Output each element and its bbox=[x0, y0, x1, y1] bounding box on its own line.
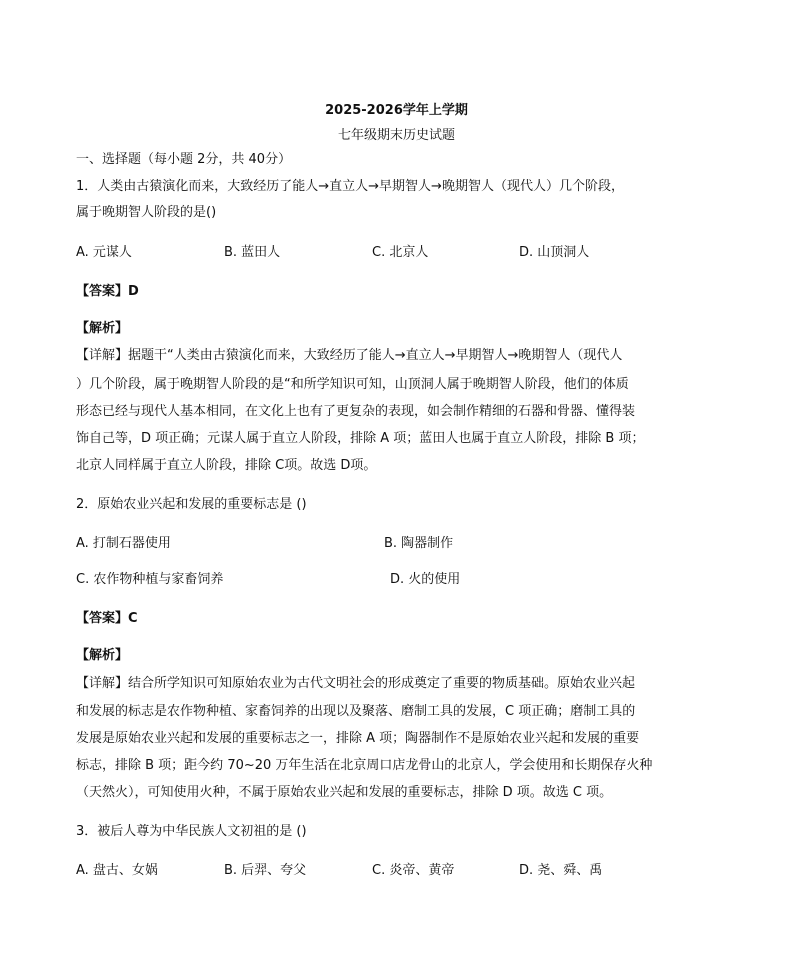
detail-line: 北京人同样属于直立人阶段，排除 C项。故选 D项。 bbox=[76, 458, 377, 473]
document-title-year: 2025-2026学年上学期 bbox=[325, 103, 468, 118]
detail-line: ）几个阶段，属于晚期智人阶段的是“和所学知识可知，山顶洞人属于晚期智人阶段，他们的体质 bbox=[76, 377, 629, 392]
question-stem-line: 2．原始农业兴起和发展的重要标志是 () bbox=[76, 497, 307, 512]
detail-line: 【详解】结合所学知识可知原始农业为古代文明社会的形成奠定了重要的物质基础。原始农业兴起 bbox=[76, 676, 636, 691]
document-title-exam: 七年级期末历史试题 bbox=[337, 128, 455, 143]
option-c: C. 北京人 bbox=[372, 245, 429, 260]
option-d: D. 火的使用 bbox=[390, 572, 461, 587]
question-stem-line: 1．人类由古猿演化而来，大致经历了能人→直立人→早期智人→晚期智人（现代人）几个阶段， bbox=[76, 179, 624, 194]
detail-line: 发展是原始农业兴起和发展的重要标志之一，排除 A 项；陶器制作不是原始农业兴起和发展的重要 bbox=[76, 731, 640, 746]
option-c: C. 炎帝、黄帝 bbox=[372, 863, 455, 878]
option-b: B. 后羿、夸父 bbox=[224, 863, 307, 878]
answer-label: 【答案】D bbox=[76, 284, 139, 299]
analysis-label: 【解析】 bbox=[76, 321, 129, 336]
question-stem-line: 3．被后人尊为中华民族人文初祖的是 () bbox=[76, 824, 307, 839]
detail-line: 饰自己等，D 项正确；元谋人属于直立人阶段，排除 A 项；蓝田人也属于直立人阶段，排除 B 项； bbox=[76, 431, 645, 446]
option-a: A. 元谋人 bbox=[76, 245, 132, 260]
option-d: D. 山顶洞人 bbox=[519, 245, 590, 260]
analysis-label: 【解析】 bbox=[76, 648, 129, 663]
option-a: A. 盘古、女娲 bbox=[76, 863, 158, 878]
detail-line: （天然火），可知使用火种，不属于原始农业兴起和发展的重要标志，排除 D 项。故选 C 项。 bbox=[76, 785, 613, 800]
option-b: B. 蓝田人 bbox=[224, 245, 281, 260]
detail-line: 形态已经与现代人基本相同，在文化上也有了更复杂的表现，如会制作精细的石器和骨器、懂得装 bbox=[76, 404, 636, 419]
detail-line: 【详解】据题干“人类由古猿演化而来，大致经历了能人→直立人→早期智人→晚期智人（现代人 bbox=[76, 348, 623, 363]
option-d: D. 尧、舜、禹 bbox=[519, 863, 603, 878]
option-a: A. 打制石器使用 bbox=[76, 536, 171, 551]
section-heading: 一、选择题（每小题 2分，共 40分） bbox=[76, 152, 292, 167]
question-stem-line: 属于晚期智人阶段的是() bbox=[76, 205, 217, 220]
option-c: C. 农作物种植与家畜饲养 bbox=[76, 572, 224, 587]
option-b: B. 陶器制作 bbox=[384, 536, 454, 551]
detail-line: 标志，排除 B 项；距今约 70~20 万年生活在北京周口店龙骨山的北京人，学会使用和长期保存火种 bbox=[76, 758, 653, 773]
detail-line: 和发展的标志是农作物种植、家畜饲养的出现以及聚落、磨制工具的发展，C 项正确；磨制工具的 bbox=[76, 704, 636, 719]
answer-label: 【答案】C bbox=[76, 611, 138, 626]
